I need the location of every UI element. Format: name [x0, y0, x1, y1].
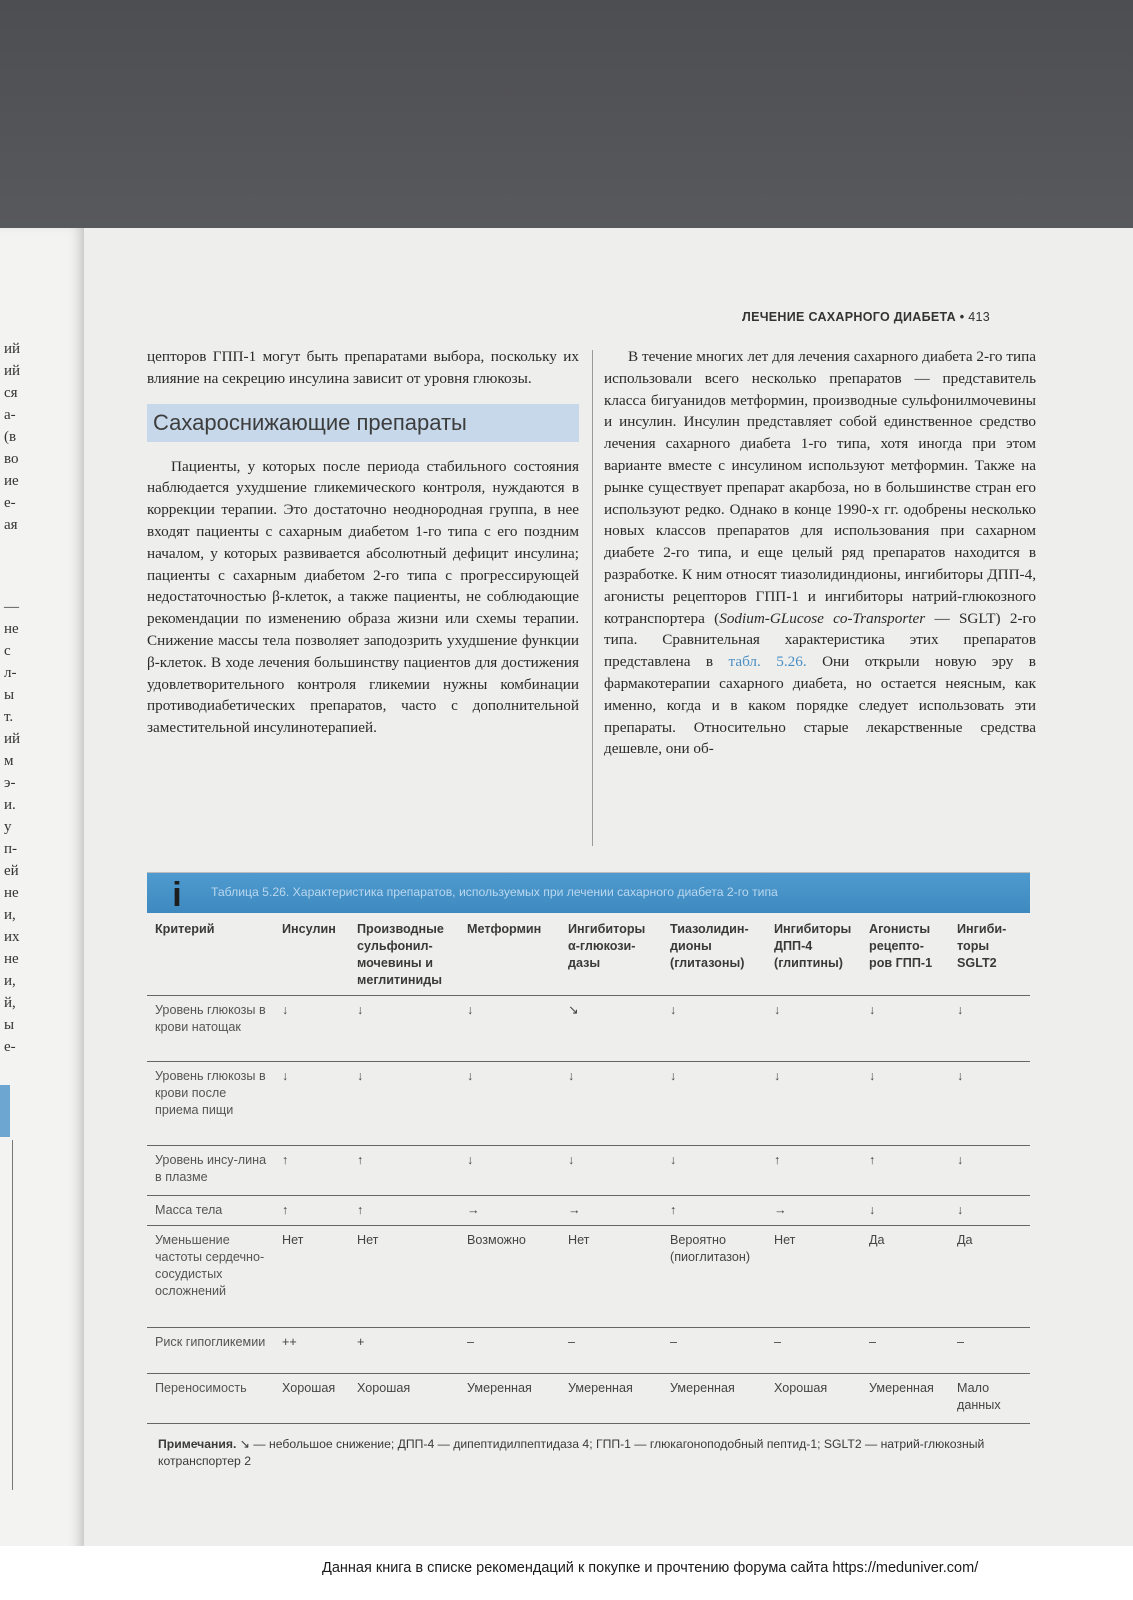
- right-paragraph-part1: В течение многих лет для лечения сахарного диабета 2-го типа использовали всего несколько препаратов — представитель класса бигуанидов метформин, производные сульфонилмочевины и инсулин. Инсулин представляет собой единственное средство лечения сахарного диабета 1-го типа, хотя иногда при этом варианте вместе с инсулином используют метформин. Также на рынке существует препарат акарбоза, но в большинстве стран его используют редко. Однако в конце 1990-х гг. одобрены несколько новых классов препаратов для использования при сахарном диабете 2-го типа, и еще целый ряд препаратов находится в разработке. К ним относят тиазолидиндионы, ингибиторы ДПП-4, агонисты рецепторов ГПП-1 и ингибиторы натрий-глюкозного котранспортера (: [604, 348, 1036, 627]
- table-cell: ↑: [869, 1153, 876, 1167]
- left-margin-fragment: л-: [4, 665, 17, 681]
- table-cell: ↓: [957, 1069, 964, 1083]
- table-cell: ↓: [957, 1203, 964, 1217]
- left-main-paragraph: Пациенты, у которых после периода стабильного состояния наблюдается ухудшение гликемического контроля, нуждаются в коррекции терапии. Это достаточно неоднородная группа, в нее входят пациенты с сахарным диабетом 1-го типа с его поздним началом, у которых развивается абсолютный дефицит инсулина; пациенты с сахарным диабетом 2-го типа с прогрессирующей недостаточностью β-клеток, а также пациенты, не соблюдающие рекомендации по изменению образа жизни или схемы терапии. Снижение массы тела позволяет заподозрить ухудшение функции β-клеток. В ходе лечения большинству пациентов для достижения удовлетворительного контроля гликемии нужны комбинации противодиабетических препаратов, часто с дополнительной заместительной инсулинотерапией.: [147, 457, 579, 737]
- table-cell: ↓: [670, 1003, 677, 1017]
- table-cell: ↓: [869, 1203, 876, 1217]
- table-cell: –: [568, 1335, 576, 1349]
- table-cell: –: [774, 1335, 782, 1349]
- notes-text: ↘ — небольшое снижение; ДПП-4 — дипептидилпептидаза 4; ГПП-1 — глюкагоноподобный пептид-1; SGLT2 — натрий-глюкозный котранспортер 2: [158, 1437, 985, 1468]
- table-5-26: [147, 872, 1030, 1433]
- right-paragraph: [604, 346, 1036, 760]
- table-row: [147, 1146, 1030, 1196]
- left-margin-fragment: —: [4, 599, 19, 615]
- table-cell: ↓: [568, 1069, 575, 1083]
- table-cell: Хорошая: [774, 1381, 828, 1395]
- table-cell: Нет: [357, 1233, 379, 1247]
- table-row-criterion: Переносимость: [155, 1381, 247, 1395]
- table-cell: –: [869, 1335, 877, 1349]
- running-head: [742, 310, 990, 324]
- info-icon: i: [172, 875, 182, 914]
- page-number: 413: [968, 310, 990, 324]
- table-cell: ↓: [568, 1153, 575, 1167]
- table-row: [147, 1062, 1030, 1146]
- table-header-cell: Тиазолидин-дионы (глитазоны): [670, 922, 749, 970]
- table-header-cell: Производные сульфонил-мочевины и меглитиниды: [357, 922, 444, 987]
- table-row: [147, 1226, 1030, 1328]
- left-margin-fragment: ся: [4, 385, 18, 401]
- left-margin-fragment: и,: [4, 973, 16, 989]
- table-cell: Хорошая: [357, 1381, 411, 1395]
- table-header-row: [147, 917, 1030, 996]
- scan-top-band: [0, 0, 1133, 228]
- table-row: [147, 1328, 1030, 1374]
- table-header-cell: Критерий: [155, 922, 215, 936]
- left-page-blue-box: [0, 1085, 10, 1137]
- table-cell: Нет: [774, 1233, 796, 1247]
- left-margin-fragment: ие: [4, 473, 19, 489]
- table-cell: +: [357, 1335, 365, 1349]
- table-cell: ↘: [568, 1003, 579, 1017]
- table-cell: Мало данных: [957, 1381, 1001, 1412]
- table-cell: ↑: [282, 1153, 289, 1167]
- left-margin-fragment: не: [4, 951, 19, 967]
- table-caption-bar: [147, 873, 1030, 913]
- table-cell: Нет: [568, 1233, 590, 1247]
- table-cell: ↑: [774, 1153, 781, 1167]
- table-notes: [158, 1436, 1018, 1470]
- left-margin-fragment: и,: [4, 907, 16, 923]
- left-margin-fragment: е-: [4, 495, 16, 511]
- left-margin-fragment: ы: [4, 1017, 15, 1033]
- table-cell: ↓: [282, 1003, 289, 1017]
- footer-text: Данная книга в списке рекомендаций к покупке и прочтению форума сайта https://meduniver.com/: [322, 1560, 979, 1576]
- table-cell: ↓: [357, 1069, 364, 1083]
- left-margin-fragment: с: [4, 643, 11, 659]
- left-margin-fragment: е-: [4, 1039, 16, 1055]
- table-cell: ↓: [282, 1069, 289, 1083]
- left-margin-fragment: и.: [4, 797, 16, 813]
- table-cell: Да: [957, 1233, 973, 1247]
- left-margin-fragment: ы: [4, 687, 15, 703]
- table-cell: ↑: [670, 1203, 677, 1217]
- table-cell: →: [774, 1203, 787, 1217]
- table-row-criterion: Уровень глюкозы в крови натощак: [155, 1003, 266, 1034]
- left-margin-fragment: во: [4, 451, 19, 467]
- drug-comparison-table: [147, 917, 1030, 1424]
- table-cell: Умеренная: [467, 1381, 532, 1395]
- table-cell: ↓: [357, 1003, 364, 1017]
- right-column: [604, 346, 1036, 760]
- table-header-cell: Инсулин: [282, 922, 336, 936]
- table-cell: –: [467, 1335, 475, 1349]
- left-margin-fragment: э-: [4, 775, 16, 791]
- table-cell: Нет: [282, 1233, 304, 1247]
- left-margin-fragment: ий: [4, 731, 21, 747]
- left-column: [147, 346, 579, 739]
- table-cell: ↓: [957, 1153, 964, 1167]
- right-paragraph-part3: Они открыли новую эру в фармакотерапии сахарного диабета, но остается неясным, как именно, когда и в каком порядке следует использовать эти препараты. Относительно старые лекарственные средства дешевле, они об-: [604, 653, 1036, 758]
- table-cell: ↓: [670, 1153, 677, 1167]
- table-cell: Умеренная: [670, 1381, 735, 1395]
- right-paragraph-italic: Sodium-GLucose co-Transporter: [719, 609, 926, 627]
- table-cell: Умеренная: [568, 1381, 633, 1395]
- table-cell: ↓: [869, 1069, 876, 1083]
- table-cell: Возможно: [467, 1233, 526, 1247]
- right-paragraph-part2: — SGLT) 2-го типа. Сравнительная характеристика этих препаратов представлена в: [604, 609, 1036, 671]
- table-cell: →: [467, 1203, 480, 1217]
- left-page-rule: [0, 1140, 13, 1490]
- left-margin-fragment: а-: [4, 407, 16, 423]
- table-row-criterion: Масса тела: [155, 1203, 223, 1217]
- running-head-separator: •: [959, 310, 965, 324]
- table-header-cell: Ингиби-торы SGLT2: [957, 922, 1007, 970]
- table-row-criterion: Уровень глюкозы в крови после приема пищи: [155, 1069, 266, 1117]
- table-cell: Да: [869, 1233, 885, 1247]
- left-margin-fragment: их: [4, 929, 20, 945]
- left-margin-fragment: т.: [4, 709, 14, 725]
- table-cell: ↓: [774, 1069, 781, 1083]
- table-cell: –: [957, 1335, 965, 1349]
- left-margin-fragment: ий: [4, 341, 21, 357]
- left-margin-fragment: ий: [4, 363, 21, 379]
- table-cell: ↓: [869, 1003, 876, 1017]
- section-heading: Сахароснижающие препараты: [147, 404, 579, 442]
- left-margin-fragment: ей: [4, 863, 19, 879]
- table-row: [147, 996, 1030, 1062]
- table-cell: ↑: [357, 1153, 364, 1167]
- table-caption: Таблица 5.26. Характеристика препаратов, используемых при лечении сахарного диабета 2-го типа: [211, 885, 778, 899]
- left-margin-fragment: ая: [4, 517, 18, 533]
- table-header-cell: Метформин: [467, 922, 542, 936]
- left-margin-fragment: м: [4, 753, 14, 769]
- table-cell: ↓: [467, 1003, 474, 1017]
- table-row-criterion: Риск гипогликемии: [155, 1335, 266, 1349]
- table-cell: ↓: [467, 1153, 474, 1167]
- left-margin-fragment: у: [4, 819, 12, 835]
- table-cell: ↓: [467, 1069, 474, 1083]
- table-cell: ↓: [774, 1003, 781, 1017]
- table-row-criterion: Уменьшение частоты сердечно-сосудистых осложнений: [155, 1233, 265, 1298]
- left-margin-fragment: п-: [4, 841, 18, 857]
- table-header-cell: Ингибиторы ДПП-4 (глиптины): [774, 922, 852, 970]
- table-header-cell: Ингибиторы α-глюкози-дазы: [568, 922, 646, 970]
- left-margin-fragment: й,: [4, 995, 16, 1011]
- table-cell: →: [568, 1203, 581, 1217]
- table-reference-link[interactable]: табл. 5.26.: [728, 653, 807, 671]
- table-row: [147, 1374, 1030, 1424]
- table-cell: Вероятно (пиоглитазон): [670, 1233, 751, 1264]
- table-row-criterion: Уровень инсу-лина в плазме: [155, 1153, 267, 1184]
- table-cell: ++: [282, 1335, 297, 1349]
- left-margin-fragment: не: [4, 621, 19, 637]
- table-row: [147, 1196, 1030, 1226]
- table-cell: ↓: [670, 1069, 677, 1083]
- left-margin-fragment: (в: [4, 429, 17, 445]
- column-divider: [592, 350, 593, 846]
- table-cell: –: [670, 1335, 678, 1349]
- table-cell: Хорошая: [282, 1381, 336, 1395]
- running-head-title: ЛЕЧЕНИЕ САХАРНОГО ДИАБЕТА: [742, 310, 956, 324]
- table-cell: ↓: [957, 1003, 964, 1017]
- notes-label: Примечания.: [158, 1437, 237, 1451]
- table-body: [147, 996, 1030, 1424]
- table-header-cell: Агонисты рецепто-ров ГПП-1: [869, 922, 933, 970]
- table-cell: ↑: [357, 1203, 364, 1217]
- table-cell: ↑: [282, 1203, 289, 1217]
- left-margin-fragment: не: [4, 885, 19, 901]
- table-cell: Умеренная: [869, 1381, 934, 1395]
- left-intro-paragraph: цепторов ГПП-1 могут быть препаратами выбора, поскольку их влияние на секрецию инсулина зависит от уровня глюкозы.: [147, 348, 579, 387]
